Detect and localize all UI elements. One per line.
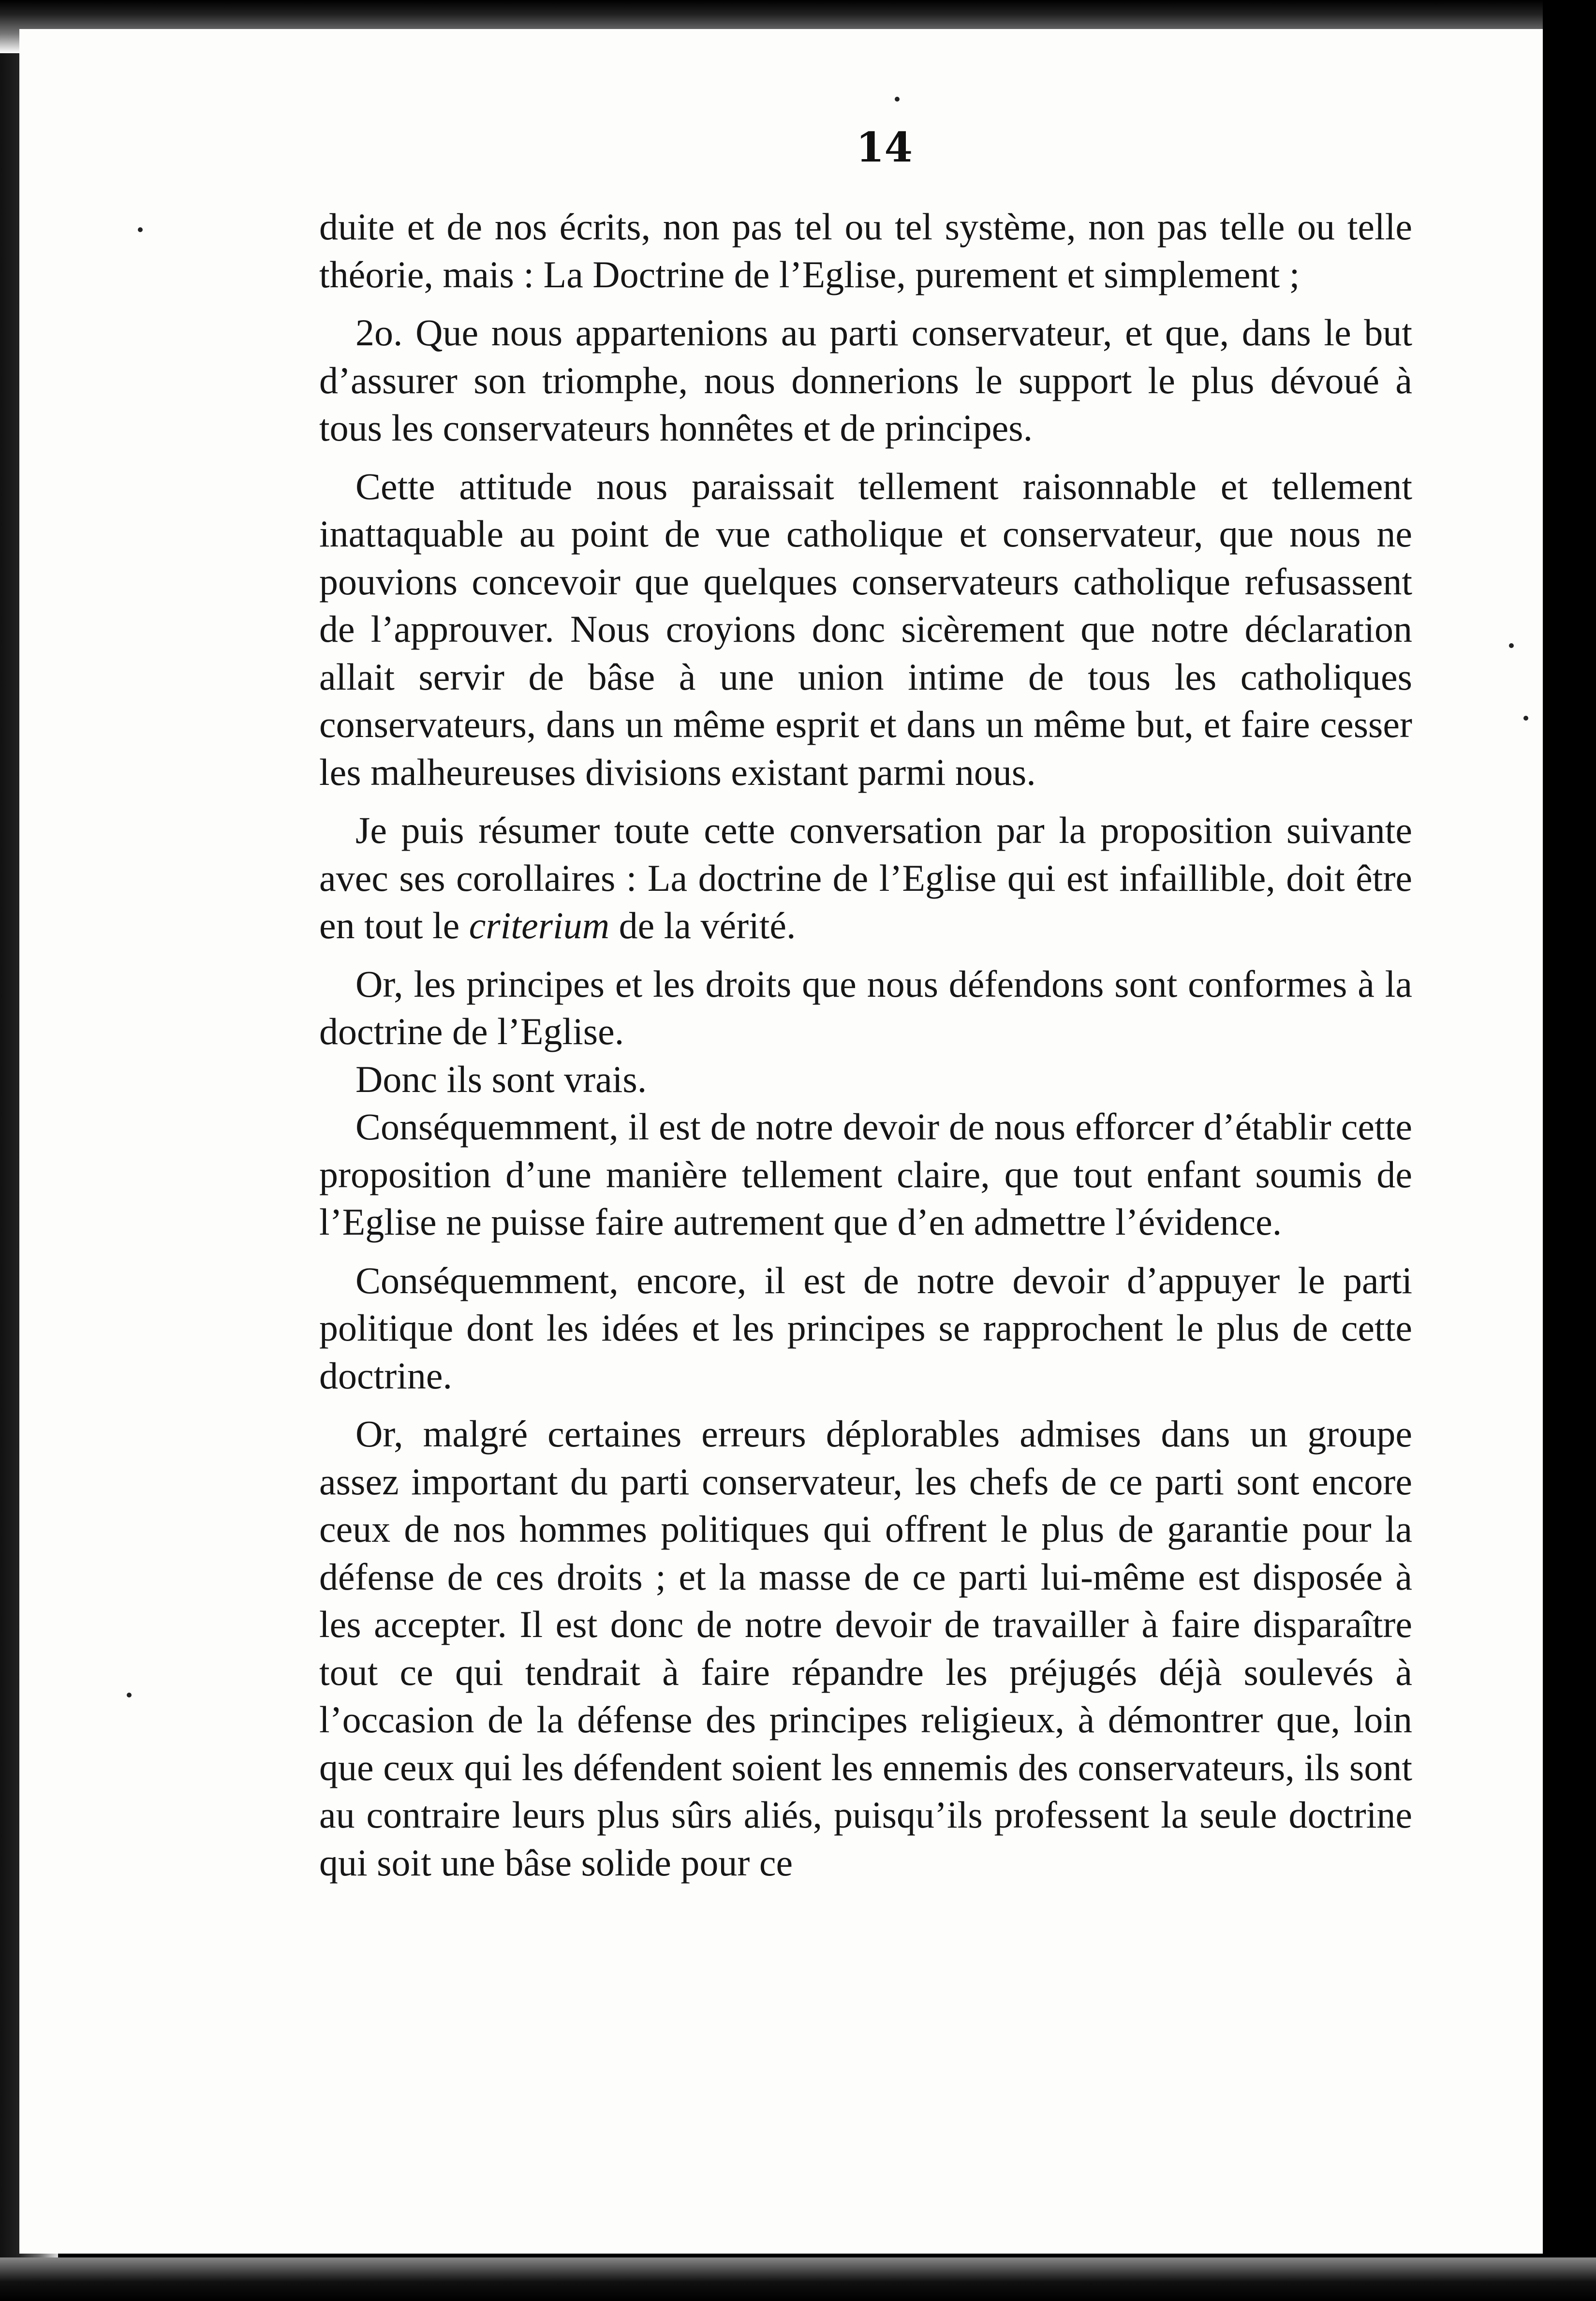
scan-speck	[138, 227, 143, 232]
scan-speck	[127, 1693, 132, 1697]
scan-bottom-border	[0, 2257, 1596, 2301]
paragraph	[319, 807, 1412, 950]
scan-speck	[1523, 716, 1528, 721]
page-number: 14	[856, 123, 913, 171]
paragraph: Donc ils sont vrais.	[355, 1058, 647, 1100]
paragraph: duite et de nos écrits, non pas tel ou tel système, non pas telle ou telle théorie, mais : La Doctrine de l’Eglise, purement et simplement ;	[319, 206, 1412, 295]
scan-speck	[895, 97, 900, 102]
paragraph: Or, malgré certaines erreurs déplorables admises dans un groupe assez important du parti conservateur, les chefs de ce parti sont encore ceux de nos hommes politiques qui offrent le plus de garantie pour la défense de ces droits ; et la masse de ce parti lui-même est disposée à les accepter. Il est donc de notre devoir de travailler à faire disparaître tout ce qui tendrait à faire répandre les préjugés déjà soulevés à l’occasion de la défense des principes religieux, à démontrer que, loin que ceux qui les défendent soient les ennemis des conservateurs, ils sont au contraire leurs plus sûrs aliés, puisqu’ils professent la seule doctrine qui soit une bâse solide pour ce	[319, 1413, 1412, 1884]
paragraph: Or, les principes et les droits que nous défendons sont conformes à la doctrine de l’Eglise.	[319, 962, 1412, 1052]
paragraph: 2o. Que nous appartenions au parti conservateur, et que, dans le but d’assurer son triomphe, nous donnerions le support le plus dévoué à tous les conservateurs honnêtes et de principes.	[319, 311, 1412, 449]
scan-right-border	[1543, 0, 1596, 2301]
paragraph: Conséquemment, il est de notre devoir de nous efforcer d’établir cette proposition d’une manière tellement claire, que tout enfant soumis de l’Eglise ne puisse faire autrement que d’en admettre l’évidence.	[319, 1106, 1412, 1243]
body-text	[319, 203, 1412, 1897]
paragraph-text: de la vérité.	[609, 904, 796, 946]
italic-term: criterium	[469, 904, 610, 946]
scan-speck	[1509, 643, 1514, 648]
paragraph: Conséquemment, encore, il est de notre devoir d’appuyer le parti politique dont les idées et les principes se rapprochent le plus de cette doctrine.	[319, 1259, 1412, 1397]
paragraph: Cette attitude nous paraissait tellement raisonnable et tellement inattaquable au point de vue catholique et conservateur, que nous ne pouvions concevoir que quelques conservateurs catholique refusassent de l’approuver. Nous croyions donc sicèrement que notre déclaration allait servir de bâse à une union intime de tous les catholiques conservateurs, dans un même esprit et dans un même but, et faire cesser les malheureuses divisions existant parmi nous.	[319, 465, 1412, 793]
paragraph-text: Je puis résumer toute cette conversation par la proposition suivante avec ses corollaires : La doctrine de l’Eglise qui est infaillible, doit être en tout le	[319, 809, 1412, 946]
